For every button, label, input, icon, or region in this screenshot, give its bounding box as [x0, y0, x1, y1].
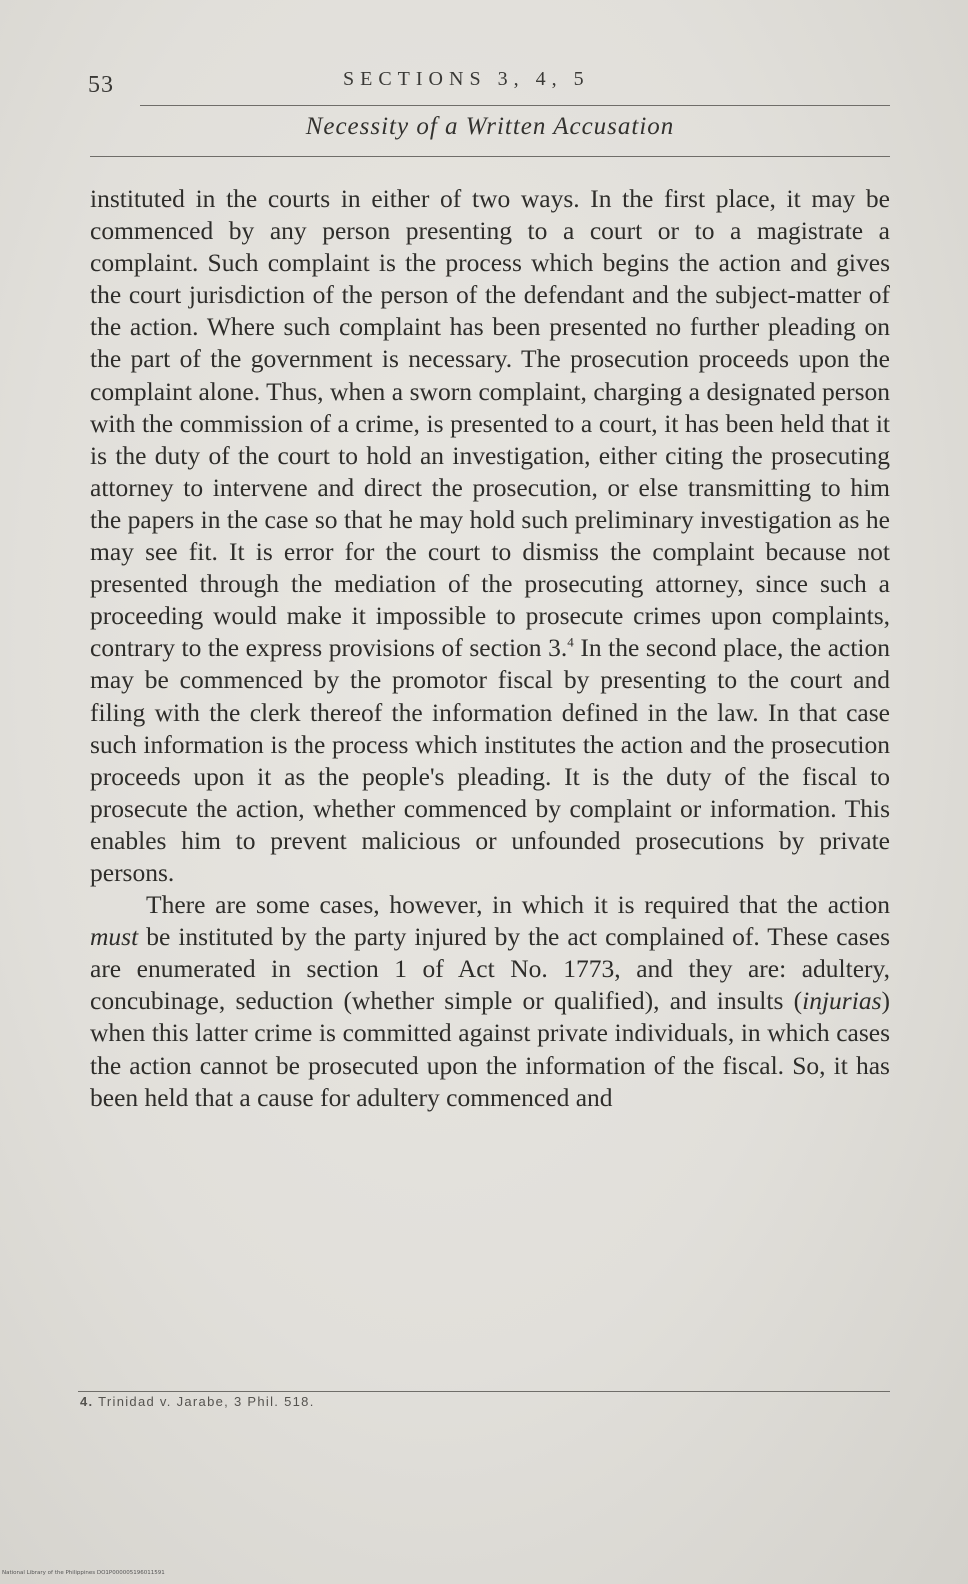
- body-text: [90, 183, 890, 1114]
- page-header: [88, 66, 888, 106]
- paragraph-2-part-c: ) when this latter crime is committed against private individuals, in which cases the action cannot be prosecuted upon the information of the fiscal. So, it has been held that a cause for adultery commenced and: [90, 986, 890, 1112]
- footnote-rule: [78, 1391, 890, 1392]
- paragraph-1: [90, 183, 890, 889]
- subtitle-rule: [90, 156, 890, 157]
- section-subtitle: Necessity of a Written Accusation: [305, 113, 675, 140]
- footnote-reference: 4: [567, 634, 574, 650]
- paragraph-2-emphasis: must: [90, 922, 139, 952]
- paragraph-2-emphasis-injurias: injurias: [802, 986, 882, 1016]
- page-number: 53: [88, 72, 114, 98]
- footnote-number: 4.: [80, 1394, 94, 1409]
- paragraph-1-part-b: In the second place, the action may be commenced by the promotor fiscal by presenting to the court and filing with the clerk thereof the information defined in the law. In that case such information is the process which institutes the action and the prosecution proceeds upon it as the people's pleading. It is the duty of the fiscal to prosecute the action, whether commenced by complaint or information. This enables him to prevent malicious or unfounded prosecutions by private persons.: [90, 633, 891, 887]
- paragraph-2-part-a: There are some cases, however, in which it is required that the action: [146, 890, 890, 920]
- library-credit: National Library of the Philippines DO1P000005196011591: [2, 1570, 165, 1576]
- footnote: [80, 1394, 315, 1409]
- paragraph-2: [90, 889, 890, 1114]
- running-head: SECTIONS 3, 4, 5: [343, 68, 590, 90]
- paragraph-1-part-a: instituted in the courts in either of two ways. In the first place, it may be commenced by any person presenting to a court or to a magistrate a complaint. Such complaint is the process which begins the action and gives the court jurisdiction of the person of the defendant and the subject-matter of the action. Where such complaint has been presented no further pleading on the part of the government is necessary. The prosecution proceeds upon the complaint alone. Thus, when a sworn complaint, charging a designated person with the commission of a crime, is presented to a court, it has been held that it is the duty of the court to hold an investigation, either citing the prosecuting attorney to intervene and direct the prosecution, or else transmitting to him the papers in the case so that he may hold such preliminary investigation as he may see fit. It is error for the court to dismiss the complaint because not presented through the mediation of the prosecuting attorney, since such a proceeding would make it impossible to prosecute crimes upon complaints, contrary to the express provisions of section 3.: [90, 184, 890, 663]
- header-rule: [140, 105, 890, 106]
- paragraph-2-part-b: be instituted by the party injured by the act complained of. These cases are enumerated in section 1 of Act No. 1773, and they are: adultery, concubinage, seduction (whether simple or qualified), and insults (: [90, 922, 890, 1016]
- footnote-text: Trinidad v. Jarabe, 3 Phil. 518.: [98, 1394, 315, 1409]
